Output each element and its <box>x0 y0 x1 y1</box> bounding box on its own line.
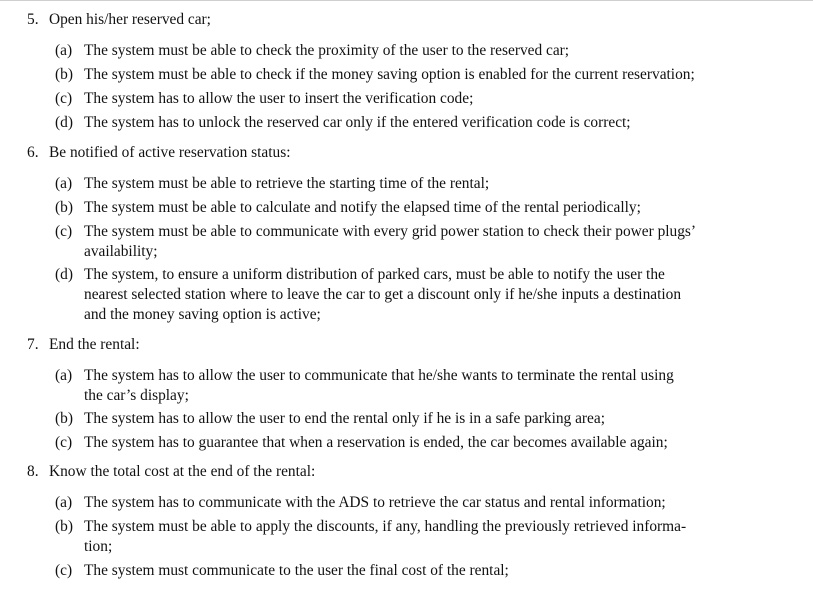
sub-item-label: (a) <box>55 367 73 384</box>
item-title: End the rental: <box>49 336 140 353</box>
sub-item-text-continued: and the money saving option is active; <box>84 306 321 323</box>
sub-item-label: (c) <box>55 434 73 451</box>
sub-item-text-continued: nearest selected station where to leave the car to get a discount only if he/she inputs a destination <box>84 286 682 303</box>
sub-item-text: The system must be able to retrieve the starting time of the rental; <box>84 175 490 192</box>
sub-item-text-continued: availability; <box>84 243 158 260</box>
item-title: Know the total cost at the end of the rental: <box>49 463 316 480</box>
sub-item-text-continued: the car’s display; <box>84 387 189 404</box>
sub-item-label: (d) <box>55 114 73 131</box>
sub-item-label: (c) <box>55 223 73 240</box>
sub-item-text: The system has to allow the user to end the rental only if he is in a safe parking area; <box>84 410 605 427</box>
sub-item-text: The system must be able to communicate with every grid power station to check their power plugs’ <box>84 223 697 240</box>
item-title: Open his/her reserved car; <box>49 11 211 28</box>
item-number: 8. <box>27 463 39 480</box>
sub-item-text: The system must be able to calculate and notify the elapsed time of the rental periodically; <box>84 199 641 216</box>
sub-item-label: (b) <box>55 518 73 535</box>
sub-item-text: The system must be able to check the proximity of the user to the reserved car; <box>84 42 570 59</box>
sub-item-text: The system must communicate to the user the final cost of the rental; <box>84 562 509 579</box>
item-number: 5. <box>27 11 39 28</box>
sub-item-label: (b) <box>55 199 73 216</box>
sub-item-text: The system has to allow the user to communicate that he/she wants to terminate the rental using <box>84 367 674 384</box>
sub-item-label: (b) <box>55 410 73 427</box>
item-number: 7. <box>27 336 39 353</box>
sub-item-label: (a) <box>55 494 73 511</box>
sub-item-text: The system must be able to apply the discounts, if any, handling the previously retrieved informa- <box>84 518 687 535</box>
sub-item-label: (c) <box>55 562 73 579</box>
sub-item-label: (a) <box>55 175 73 192</box>
sub-item-text-continued: tion; <box>84 538 113 555</box>
sub-item-text: The system has to guarantee that when a reservation is ended, the car becomes available again; <box>84 434 668 451</box>
sub-item-label: (c) <box>55 90 73 107</box>
item-title: Be notified of active reservation status: <box>49 144 291 161</box>
sub-item-text: The system has to allow the user to insert the verification code; <box>84 90 474 107</box>
sub-item-text: The system has to unlock the reserved car only if the entered verification code is correct; <box>84 114 631 131</box>
sub-item-text: The system has to communicate with the ADS to retrieve the car status and rental information; <box>84 494 666 511</box>
sub-item-text: The system must be able to check if the money saving option is enabled for the current reservation; <box>84 66 695 83</box>
sub-item-text: The system, to ensure a uniform distribution of parked cars, must be able to notify the user the <box>84 266 665 283</box>
sub-item-label: (b) <box>55 66 73 83</box>
sub-item-label: (d) <box>55 266 73 283</box>
sub-item-label: (a) <box>55 42 73 59</box>
item-number: 6. <box>27 144 39 161</box>
